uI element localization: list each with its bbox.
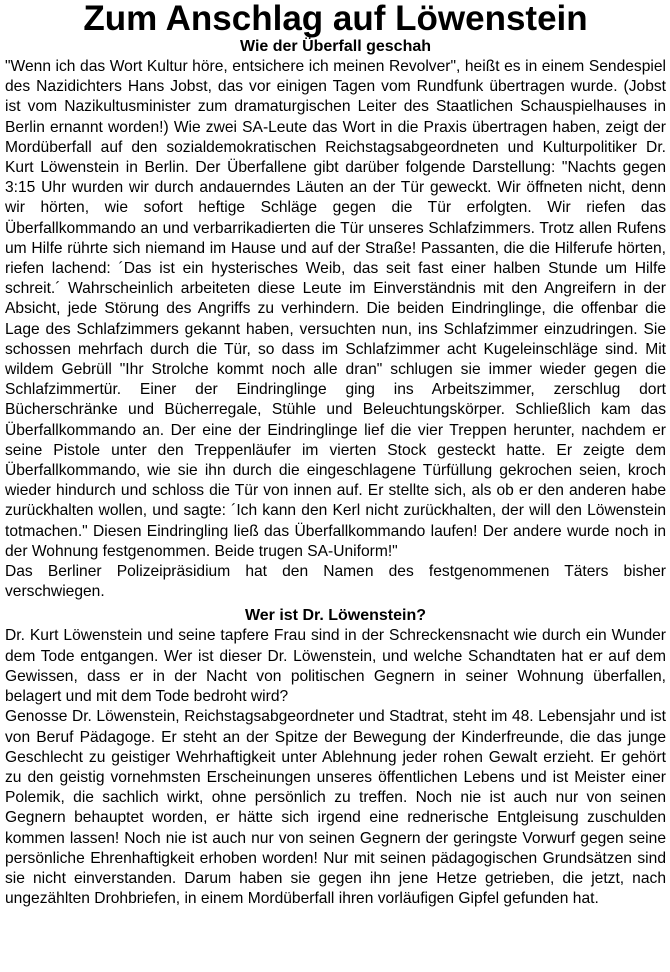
paragraph-attack-account: "Wenn ich das Wort Kultur höre, entsichere ich meinen Revolver", heißt es in einem Sendespiel des Nazidichters Hans Jobst, das vor einigen Tagen vom Rundfunk übertragen wurde. (Jobst ist vom Nazikultusminister zum dramaturgischen Leiter des Staatlichen Schauspielhauses in Berlin ernannt worden!) Wie zwei SA-Leute das Wort in die Praxis übertragen haben, zeigt der Mordüberfall auf den sozialdemokratischen Reichstagsabgeordneten und Kulturpolitiker Dr. Kurt Löwenstein in Berlin. Der Überfallene gibt darüber folgende Darstellung: "Nachts gegen 3:15 Uhr wurden wir durch andauerndes Läuten an der Tür geweckt. Wir öffneten nicht, denn wir hörten, wie sofort heftige Schläge gegen die Tür erfolgten. Wir riefen das Überfallkommando an und verbarrikadierten die Tür unseres Schlafzimmers. Trotz allen Rufens um Hilfe rührte sich niemand im Hause und auf der Straße! Passanten, die die Hilferufe hörten, riefen lachend: ´Das ist ein hysterisches Weib, das seit fast einer halben Stunde um Hilfe schreit.´ Wahrscheinlich arbeiteten diese Leute im Einverständnis mit den Angreifern in der Absicht, jede Störung des Angriffs zu verhindern. Die beiden Eindringlinge, die offenbar die Lage des Schlafzimmers gekannt haben, versuchten nun, ins Schlafzimmer einzudringen. Sie schossen mehrfach durch die Tür, so dass im Schlafzimmer acht Kugeleinschläge sind. Mit wildem Gebrüll "Ihr Strolche kommt noch alle dran" schlugen sie immer wieder gegen die Schlafzimmertür. Einer der Eindringlinge ging ins Arbeitszimmer, zerschlug dort Bücherschränke und Bücherregale, Stühle und Beleuchtungskörper. Schließlich kam das Überfallkommando an. Der eine der Eindringlinge lief die vier Treppen herunter, nachdem er seine Pistole unter den Treppenläufer im vierten Stock gesteckt hatte. Er zeigte dem Überfallkommando, wie sie ihn durch die eingeschlagene Türfüllung gekrochen seien, kroch wieder hindurch und schloss die Tür von innen auf. Er stellte sich, als ob er den anderen habe zurückhalten wollen, und sagte: ´Ich kann den Kerl nicht zurückhalten, der will den Löwenstein totmachen." Diesen Eindringling ließ das Überfallkommando laufen! Der andere wurde noch in der Wohnung festgenommen. Beide trugen SA-Uniform!" xyxy=(5,58,666,560)
paragraph-police-silence: Das Berliner Polizeipräsidium hat den Namen des festgenommenen Täters bisher verschwiegen. xyxy=(5,563,666,601)
section-heading-who: Wer ist Dr. Löwenstein? xyxy=(244,607,427,625)
section-heading-attack: Wie der Überfall geschah xyxy=(239,38,432,55)
document-title: Zum Anschlag auf Löwenstein xyxy=(83,0,588,38)
paragraph-who-intro: Dr. Kurt Löwenstein und seine tapfere Frau sind in der Schreckensnacht wie durch ein Wunder dem Tode entgangen. Wer ist dieser Dr. Löwenstein, und welche Schandtaten hat er auf dem Gewissen, dass er in der Nacht von politischen Gegnern in seiner Wohnung überfallen, belagert und mit dem Tode bedroht wird? xyxy=(5,627,666,706)
paragraph-who-biography: Genosse Dr. Löwenstein, Reichstagsabgeordneter und Stadtrat, steht im 48. Lebensjahr und ist von Beruf Pädagoge. Er steht an der Spitze der Bewegung der Kinderfreunde, die das junge Geschlecht zu geistiger Wehrhaftigkeit unter Ablehnung jeder rohen Gewalt erzieht. Er gehört zu den geistig vornehmsten Erscheinungen unseres öffentlichen Lebens und ist Meister einer Polemik, die sachlich wirkt, ohne persönlich zu treffen. Noch nie ist auch nur von seinen Gegnern behauptet worden, er hätte sich irgend eine rednerische Entgleisung zuschulden kommen lassen! Noch nie ist auch nur von seinen Gegnern der geringste Vorwurf gegen seine persönliche Ehrenhaftigkeit erhoben worden! Nur mit seinen pädagogischen Grundsätzen sind sie nicht einverstanden. Darum haben sie gegen ihn jene Hetze getrieben, die jetzt, nach ungezählten Drohbriefen, in einem Mordüberfall ihren vorläufigen Gipfel gefunden hat. xyxy=(5,708,666,908)
